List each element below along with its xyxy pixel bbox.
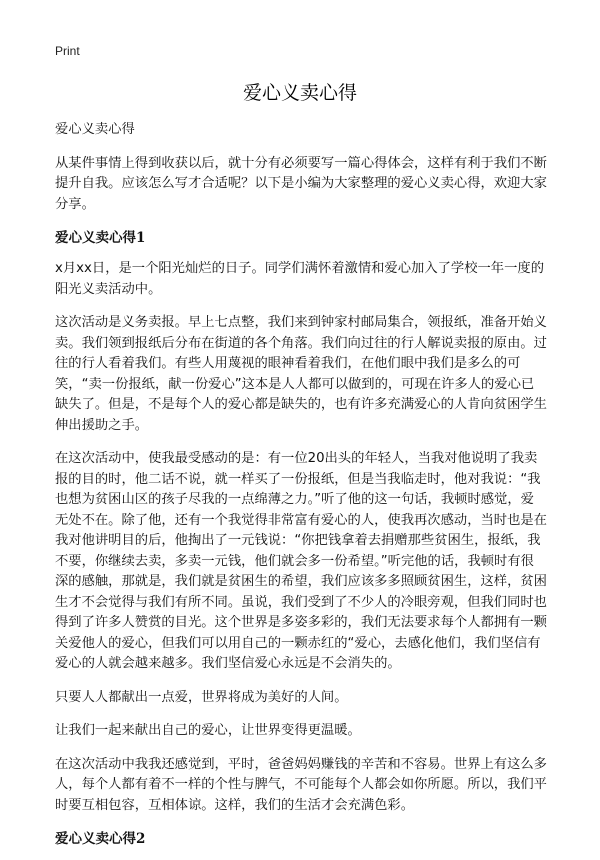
- print-link[interactable]: Print: [55, 44, 80, 58]
- article-subtitle: 爱心义卖心得: [55, 122, 135, 137]
- section-heading-1: 爱心义卖心得1: [55, 230, 146, 246]
- section1-paragraph: 只要人人都献出一点爱，世界将成为美好的人间。: [55, 689, 348, 705]
- section1-paragraph: 在这次活动中我我还感觉到，平时，爸爸妈妈赚钱的辛苦和不容易。世界上有这么多人，每个人都有着不一样的个性与脾气，不可能每个人都会如你所愿。所以，我们平时要互相包容，互相体谅。这样，我们的生活才会充满色彩。: [55, 756, 547, 813]
- section1-paragraph: 在这次活动中，使我最受感动的是：有一位20出头的年轻人，当我对他说明了我卖报的目的时，他二话不说，就一样买了一份报纸，但是当我临走时，他对我说：“我也想为贫困山区的孩子尽我的一点绵薄之力。”听了他的这一句话，我顿时感觉，爱无处不在。除了他，还有一个我觉得非常富有爱心的人，使我再次感动，当时也是在我对他讲明目的后，他掏出了一元钱说：“你把钱拿着去捐赠那些贫困生，报纸，我不要，你继续去卖，多卖一元钱，他们就会多一份希望。”听完他的话，我顿时有很深的感触，那就是，我们就是贫困生的希望，我们应该多多照顾贫困生，这样，贫困生才不会觉得与我们有所不同。虽说，我们受到了不少人的冷眼旁观，但我们同时也得到了许多人赞赏的目光。这个世界是多姿多彩的，我们无法要求每个人都拥有一颗关爱他人的爱心，但我们可以用自己的一颗赤红的“爱心，去感化他们，我们坚信有爱心的人就会越来越多。我们坚信爱心永远是不会消失的。: [55, 451, 547, 671]
- section-heading-2: 爱心义卖心得2: [55, 831, 146, 847]
- article-body: [55, 120, 547, 860]
- page-title: 爱心义卖心得: [242, 82, 357, 104]
- intro-paragraph: 从某件事情上得到收获以后，就十分有必须要写一篇心得体会，这样有利于我们不断提升自我。应该怎么写才合适呢？以下是小编为大家整理的爱心义卖心得，欢迎大家分享。: [55, 155, 547, 212]
- section1-paragraph: x月xx日，是一个阳光灿烂的日子。同学们满怀着激情和爱心加入了学校一年一度的阳光义卖活动中。: [55, 261, 544, 297]
- section1-paragraph: 让我们一起来献出自己的爱心，让世界变得更温暖。: [55, 723, 361, 738]
- section1-paragraph: 这次活动是义务卖报。早上七点整，我们来到钟家村邮局集合，领报纸，准备开始义卖。我们领到报纸后分布在街道的各个角落。我们向过往的行人解说卖报的原由。过往的行人看着我们。有些人用蔑视的眼神看着我们，在他们眼中我们是多么的可笑，“卖一份报纸，献一份爱心”这本是人人都可以做到的，可现在许多人的爱心已缺失了。但是，不是每个人的爱心都是缺失的，也有许多充满爱心的人肯向贫困学生伸出援助之手。: [55, 315, 547, 433]
